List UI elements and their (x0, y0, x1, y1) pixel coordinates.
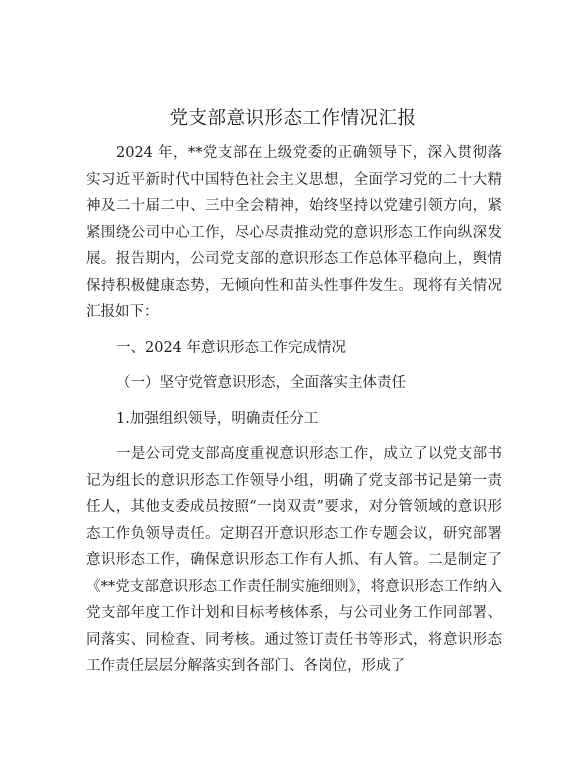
section-heading: 一、2024 年意识形态工作完成情况 (116, 339, 347, 356)
body-paragraph: 一是公司党支部高度重视意识形态工作，成立了以党支部书记为组长的意识形态工作领导小组，明确了党支部书记是第一责任人，其他支委成员按照“一岗双责”要求，对分管领域的意识形态工作负领导责任。定期召开意识形态工作专题会议，研究部署意识形态工作，确保意识形态工作有人抓、有人管。二是制定了《**党支部意识形态工作责任制实施细则》，将意识形态工作纳入党支部年度工作计划和目标考核体系，与公司业务工作同部署、同落实、同检查、同考核。通过签订责任书等形式，将意识形态工作责任层层分解落实到各部门、各岗位，形成了 (86, 446, 502, 674)
intro-paragraph: 2024 年，**党支部在上级党委的正确领导下，深入贯彻落实习近平新时代中国特色社会主义思想，全面学习党的二十大精神及二十届二中、三中全会精神，始终坚持以党建引领方向，紧紧围绕公司中心工作，尽心尽责推动党的意识形态工作向纵深发展。报告期内，公司党支部的意识形态工作总体平稳向上，舆情保持积极健康态势，无倾向性和苗头性事件发生。现将有关情况汇报如下： (86, 145, 502, 320)
subsection-heading: （一）坚守党管意识形态，全面落实主体责任 (116, 375, 406, 391)
document-title: 党支部意识形态工作情况汇报 (169, 108, 417, 129)
item-heading: 1.加强组织领导，明确责任分工 (116, 410, 319, 427)
document-body (86, 140, 502, 680)
